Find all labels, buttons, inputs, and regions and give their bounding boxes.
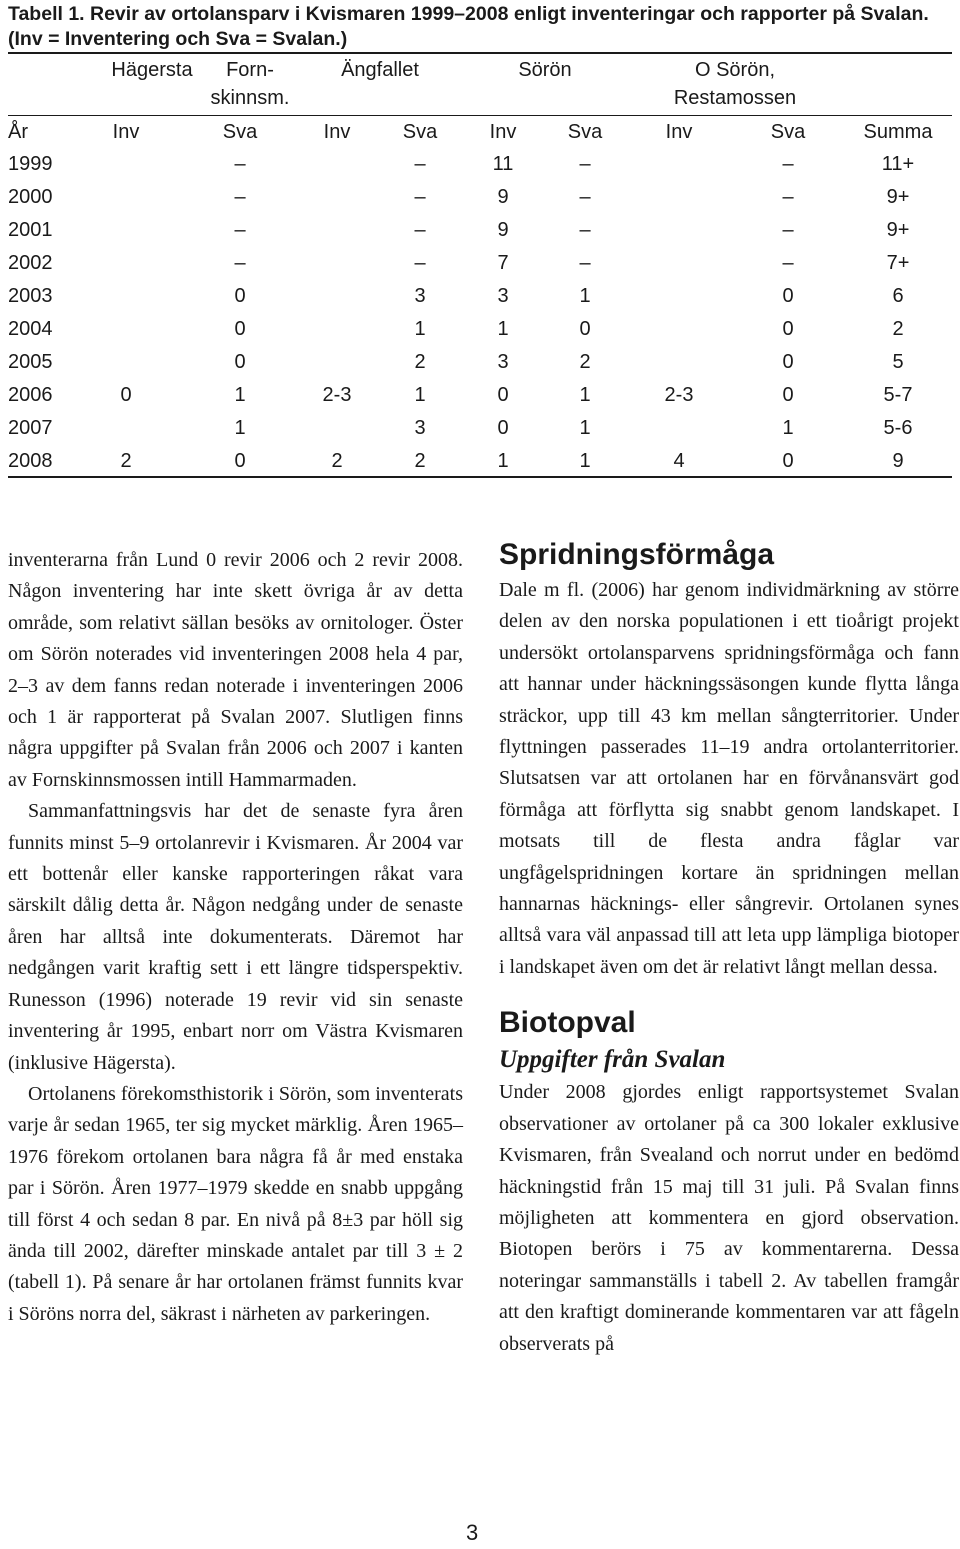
table-cell: 7: [497, 252, 509, 274]
table-cell: –: [782, 186, 794, 208]
table-cell: 2: [892, 318, 904, 340]
table-cell: 5-6: [883, 417, 913, 439]
right-column: [499, 535, 959, 1360]
row-year: 2006: [8, 384, 53, 406]
table-cell: 11: [492, 153, 514, 175]
table-cell: 0: [234, 450, 246, 472]
table-cell: –: [579, 252, 591, 274]
column-header: Inv: [323, 121, 351, 143]
table-cell: 1: [579, 285, 591, 307]
row-year: 2003: [8, 285, 53, 307]
table-bottom-rule: [8, 476, 952, 478]
row-year: 2004: [8, 318, 53, 340]
table-cell: 9+: [886, 219, 910, 241]
table-cell: 1: [579, 384, 591, 406]
table-cell: 5: [892, 351, 904, 373]
table-cell: 1: [497, 450, 509, 472]
column-header: Sva: [770, 121, 806, 143]
table-cell: 5-7: [883, 384, 913, 406]
table-cell: –: [234, 252, 246, 274]
table-cell: 2: [579, 351, 591, 373]
table-cell: 0: [782, 450, 794, 472]
table-cell: –: [234, 219, 246, 241]
group-o-soron: O Sörön, Restamossen: [673, 59, 797, 109]
table-cell: –: [414, 186, 426, 208]
table-cell: 1: [414, 384, 426, 406]
table-cell: –: [414, 252, 426, 274]
table-cell: 0: [782, 318, 794, 340]
table-cell: 0: [782, 285, 794, 307]
row-year: 1999: [8, 153, 53, 175]
row-year: 2008: [8, 450, 53, 472]
table-cell: 2-3: [322, 384, 352, 406]
table-cell: –: [579, 219, 591, 241]
table-cell: 2-3: [664, 384, 694, 406]
group-hagersta: Hägersta: [111, 59, 193, 81]
table-cell: 1: [414, 318, 426, 340]
table-cell: 2: [331, 450, 343, 472]
table-cell: 9: [497, 219, 509, 241]
group-angfallet: Ängfallet: [341, 59, 419, 81]
column-header: Sva: [222, 121, 258, 143]
table-cell: 6: [892, 285, 904, 307]
paragraph: inventerarna från Lund 0 revir 2006 och 2 revir 2008. Någon inventering har inte skett övriga år av detta område, som relativt sällan besöks av ornitologer. Öster om Sörön noterades vid inventeringen 2008 hela 4 par, 2–3 av dem fanns redan noterade i inventeringen 2006 och 1 är rapporterat på Svalan 2007. Slutligen finns några uppgifter på Svalan från 2006 och 2007 i kanten av Fornskinnsmossen intill Hammarmaden.: [8, 549, 463, 791]
row-year: 2001: [8, 219, 53, 241]
row-year: 2000: [8, 186, 53, 208]
table-cell: –: [414, 219, 426, 241]
table-cell: 0: [234, 318, 246, 340]
table-cell: 4: [673, 450, 685, 472]
table-cell: 2: [414, 450, 426, 472]
table-cell: –: [414, 153, 426, 175]
group-fornskinnsm: Forn- skinnsm.: [210, 59, 290, 109]
table-cell: 1: [579, 417, 591, 439]
section-heading: Spridningsförmåga: [499, 538, 775, 571]
table-cell: 1: [234, 384, 246, 406]
table-cell: 3: [497, 351, 509, 373]
row-year: 2005: [8, 351, 53, 373]
row-year: 2002: [8, 252, 53, 274]
table-cell: 3: [414, 417, 426, 439]
table-cell: –: [579, 186, 591, 208]
table-cell: –: [782, 252, 794, 274]
column-header-year: År: [8, 121, 28, 143]
row-year: 2007: [8, 417, 53, 439]
table-cell: 0: [579, 318, 591, 340]
table-cell: 1: [234, 417, 246, 439]
table-cell: 9: [497, 186, 509, 208]
column-header: Sva: [567, 121, 603, 143]
paragraph: Under 2008 gjordes enligt rapportsystemet Svalan observationer av ortolaner på ca 300 lokaler exklusive Kvismaren, från Svealand och norrut under en bedömd häckningstid från 15 maj till 31 juli. På Svalan finns möjligheten att kommentera en gjord observation. Biotopen berörs i 75 av kommentarerna. Dessa noteringar sammanställs i tabell 2. Av tabellen framgår att den kraftigt dominerande kommentaren var att fågeln observerats på: [499, 1081, 959, 1355]
table-cell: –: [234, 153, 246, 175]
table-cell: –: [579, 153, 591, 175]
table-cell: 11+: [881, 153, 915, 175]
table-cell: 7+: [886, 252, 910, 274]
table-cell: –: [782, 219, 794, 241]
table-cell: 0: [497, 384, 509, 406]
paragraph: Dale m fl. (2006) har genom individmärkning av större delen av den norska populationen i ett tioårigt projekt undersökt ortolansparvens spridningsförmåga och fann att hannar under häckningssäsongen kunde flytta långa sträckor, upp till 43 km mellan sångterritorier. Under flyttningen passerades 11–19 andra ortolanterritorier. Slutsatsen var att ortolanen har en förvånansvärt god förmåga att förflytta sig snabbt genom landskapet. I motsats till de flesta andra fåglar var ungfågelspridningen kortare än spridningen mellan hannarnas häcknings- eller sångrevir. Ortolanen synes alltså vara väl anpassad till att leta upp lämpliga biotoper i landskapet även om det är relativt långt mellan dessa.: [499, 579, 959, 978]
table-cell: –: [234, 186, 246, 208]
table-cell: 0: [782, 351, 794, 373]
table-cell: 2: [120, 450, 132, 472]
left-column: [8, 545, 463, 1330]
table-caption: Tabell 1. Revir av ortolansparv i Kvismaren 1999–2008 enligt inventeringar och rapporter på Svalan. (Inv = Inventering och Sva = Svalan.): [8, 3, 929, 50]
column-header: Inv: [112, 121, 140, 143]
column-header: Sva: [402, 121, 438, 143]
subheading: Uppgifter från Svalan: [499, 1046, 726, 1074]
table-cell: 0: [120, 384, 132, 406]
page-number: 3: [466, 1520, 479, 1545]
table-cell: 0: [782, 384, 794, 406]
table-cell: 0: [497, 417, 509, 439]
table-cell: 1: [782, 417, 794, 439]
table-cell: –: [782, 153, 794, 175]
column-header: Inv: [665, 121, 693, 143]
table-cell: 1: [579, 450, 591, 472]
table-cell: 2: [414, 351, 426, 373]
column-header: Summa: [863, 121, 933, 143]
column-header: Inv: [489, 121, 517, 143]
paragraph: Ortolanens förekomsthistorik i Sörön, som inventerats varje år sedan 1965, ter sig mycket märklig. Åren 1965–1976 förekom ortolanen bara några få år med enstaka par i Sörön. Åren 1977–1979 skedde en snabb uppgång till först 4 och sedan 8 par. En nivå på 8±3 par höll sig ända till 2002, därefter minskade antalet par till 3 ± 2 (tabell 1). På senare år har ortolanen främst funnits kvar i Söröns norra del, säkrast i närheten av parkeringen.: [8, 1082, 463, 1325]
table-cell: 9: [892, 450, 904, 472]
paragraph: Sammanfattningsvis har det de senaste fyra åren funnits minst 5–9 ortolanrevir i Kvismaren. År 2004 var ett bottenår eller kanske rapporteringen råkat vara särskilt dålig detta år. Någon nedgång under de senaste åren har alltså inte dokumenterats. Däremot har nedgången varit kraftig sett i ett längre tidsperspektiv. Runesson (1996) noterade 19 revir vid sin senaste inventering år 1995, enbart norr om Västra Kvismaren (inklusive Hägersta).: [8, 800, 463, 1074]
table-cell: 3: [497, 285, 509, 307]
table-cell: 1: [497, 318, 509, 340]
table-top-rule: [8, 52, 952, 54]
group-soron: Sörön: [518, 59, 572, 81]
section-heading: Biotopval: [499, 1006, 636, 1040]
table-cell: 0: [234, 285, 246, 307]
table-cell: 9+: [886, 186, 910, 208]
table-cell: 0: [234, 351, 246, 373]
table-cell: 3: [414, 285, 426, 307]
